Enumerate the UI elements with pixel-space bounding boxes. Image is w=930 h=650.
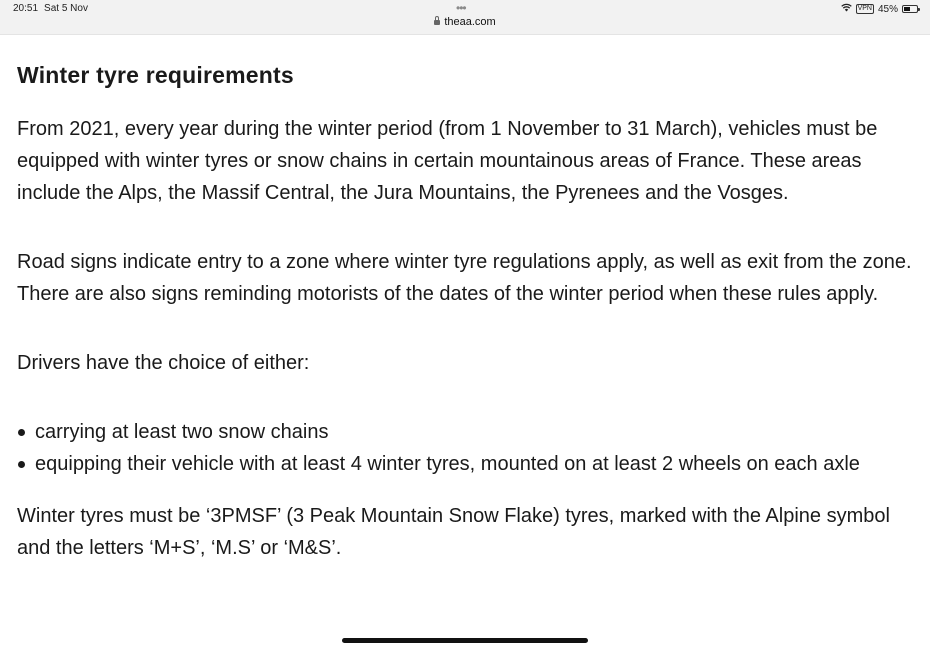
choice-list <box>17 416 927 480</box>
list-item-text: carrying at least two snow chains <box>35 421 329 443</box>
url-text: theaa.com <box>444 16 496 28</box>
battery-icon <box>902 5 918 13</box>
vpn-icon: VPN <box>857 5 872 12</box>
wifi-icon <box>841 3 852 15</box>
list-item <box>17 416 927 448</box>
bullet-icon <box>18 429 25 436</box>
status-indicators <box>841 3 918 15</box>
list-item-text: equipping their vehicle with at least 4 winter tyres, mounted on at least 2 wheels on each axle <box>35 453 860 475</box>
more-options-icon[interactable]: ••• <box>456 1 466 15</box>
article-heading: Winter tyre requirements <box>17 62 294 88</box>
paragraph-road-signs: Road signs indicate entry to a zone where winter tyre regulations apply, as well as exit from the zone. There are also signs reminding motorists of the dates of the winter period when these rules apply. <box>17 251 912 305</box>
bullet-icon <box>18 461 25 468</box>
paragraph-winter-period: From 2021, every year during the winter period (from 1 November to 31 March), vehicles must be equipped with winter tyres or snow chains in certain mountainous areas of France. These areas include the Alps, the Massif Central, the Jura Mountains, the Pyrenees and the Vosges. <box>17 118 878 204</box>
home-indicator[interactable] <box>342 638 588 643</box>
lock-icon <box>434 20 440 25</box>
battery-percent: 45% <box>877 3 898 15</box>
status-clock <box>13 3 88 14</box>
article-content <box>17 58 927 564</box>
status-time: 20:51 <box>13 3 39 14</box>
paragraph-drivers-choice: Drivers have the choice of either: <box>17 352 310 374</box>
address-bar[interactable] <box>0 16 930 28</box>
list-item <box>17 448 927 480</box>
status-date: Sat 5 Nov <box>44 3 88 14</box>
paragraph-tyre-marking: Winter tyres must be ‘3PMSF’ (3 Peak Mountain Snow Flake) tyres, marked with the Alpine symbol and the letters ‘M+S’, ‘M.S’ or ‘M&S’. <box>17 505 890 559</box>
status-bar <box>0 0 930 35</box>
